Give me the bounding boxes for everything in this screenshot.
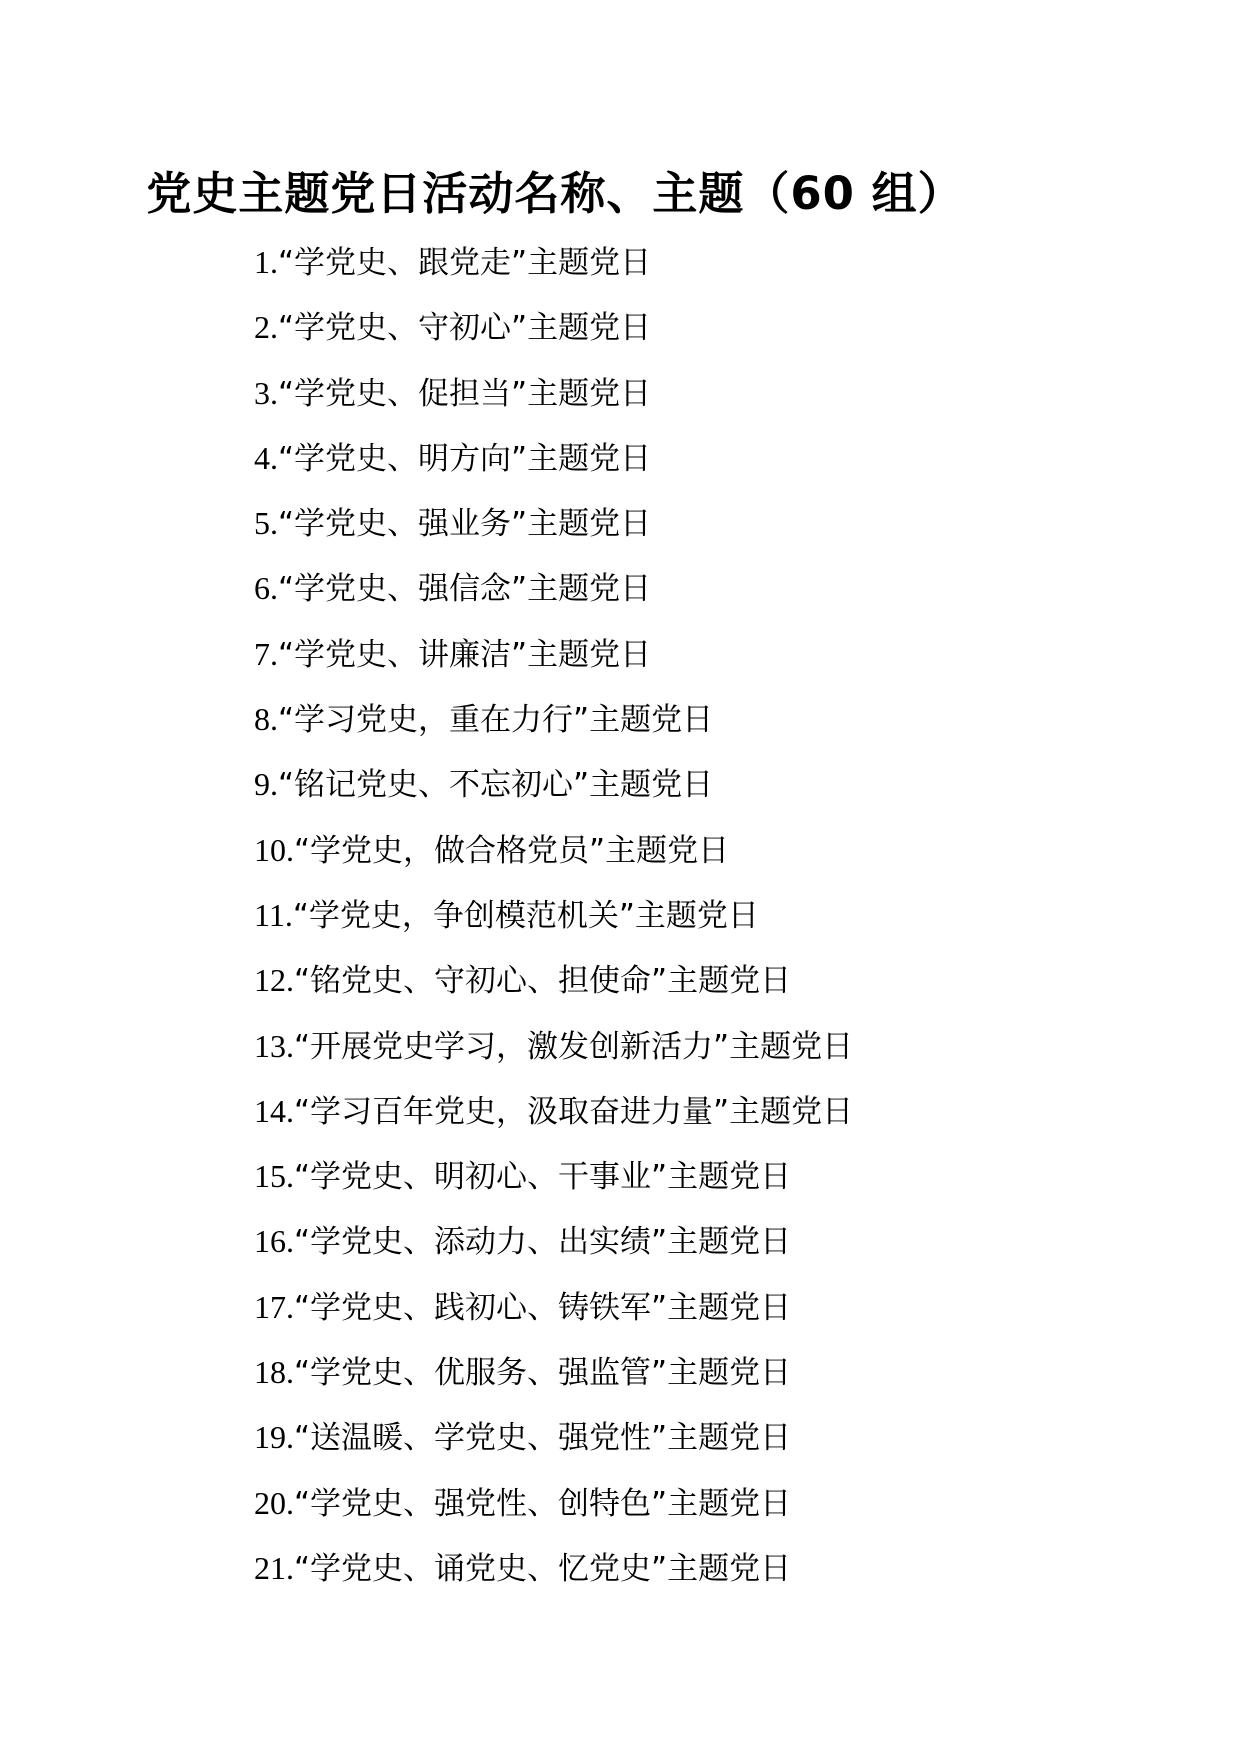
list-item: [254, 1085, 853, 1150]
item-text: “学党史、讲廉洁”主题党日: [278, 636, 652, 673]
document-title: 党史主题党日活动名称、主题（60 组）: [146, 167, 964, 220]
item-number: 5.: [254, 505, 278, 542]
item-number: 12.: [254, 962, 294, 999]
item-number: 13.: [254, 1027, 294, 1064]
item-number: 9.: [254, 766, 278, 803]
theme-list: [254, 236, 853, 1607]
item-number: 7.: [254, 635, 278, 672]
item-number: 2.: [254, 309, 278, 346]
item-text: “学党史，做合格党员”主题党日: [294, 832, 730, 869]
item-number: 11.: [254, 896, 293, 933]
item-text: “学习百年党史，汲取奋进力量”主题党日: [294, 1093, 854, 1130]
item-text: “学习党史，重在力行”主题党日: [278, 702, 714, 739]
item-text: “学党史、诵党史、忆党史”主题党日: [294, 1550, 792, 1587]
item-text: “铭党史、守初心、担使命”主题党日: [294, 963, 792, 1000]
list-item: [254, 758, 853, 823]
list-item: [254, 889, 853, 954]
item-number: 15.: [254, 1158, 294, 1195]
list-item: [254, 432, 853, 497]
item-number: 1.: [254, 244, 278, 280]
item-text: “学党史、明初心、干事业”主题党日: [294, 1159, 792, 1196]
item-number: 19.: [254, 1419, 294, 1456]
list-item: [254, 562, 853, 627]
list-item: [254, 497, 853, 562]
item-text: “学党史、促担当”主题党日: [278, 375, 652, 412]
list-item: [254, 693, 853, 758]
list-item: [254, 1020, 853, 1085]
item-number: 8.: [254, 701, 278, 738]
item-text: “学党史、跟党走”主题党日: [278, 245, 652, 281]
item-text: “学党史、强党性、创特色”主题党日: [294, 1485, 792, 1522]
item-number: 6.: [254, 570, 278, 607]
list-item: [254, 1281, 853, 1346]
item-text: “学党史、优服务、强监管”主题党日: [294, 1355, 792, 1392]
list-item: [254, 367, 853, 432]
item-number: 18.: [254, 1354, 294, 1391]
item-text: “学党史、强业务”主题党日: [278, 506, 652, 543]
list-item: [254, 236, 853, 301]
item-text: “学党史，争创模范机关”主题党日: [292, 897, 759, 934]
list-item: [254, 1411, 853, 1476]
list-item: [254, 1215, 853, 1280]
item-number: 4.: [254, 439, 278, 476]
list-item: [254, 1346, 853, 1411]
item-text: “学党史、践初心、铸铁军”主题党日: [294, 1289, 792, 1326]
list-item: [254, 954, 853, 1019]
list-item: [254, 824, 853, 889]
item-number: 17.: [254, 1288, 294, 1325]
list-item: [254, 628, 853, 693]
item-text: “学党史、明方向”主题党日: [278, 440, 652, 477]
item-number: 16.: [254, 1223, 294, 1260]
item-text: “学党史、强信念”主题党日: [278, 571, 652, 608]
item-number: 3.: [254, 374, 278, 411]
item-text: “学党史、添动力、出实绩”主题党日: [294, 1224, 792, 1261]
item-number: 20.: [254, 1484, 294, 1521]
item-text: “学党史、守初心”主题党日: [278, 310, 652, 347]
item-number: 14.: [254, 1092, 294, 1129]
item-text: “开展党史学习，激发创新活力”主题党日: [294, 1028, 854, 1065]
list-item: [254, 301, 853, 366]
list-item: [254, 1150, 853, 1215]
item-text: “送温暖、学党史、强党性”主题党日: [294, 1420, 792, 1457]
item-text: “铭记党史、不忘初心”主题党日: [278, 767, 714, 804]
list-item: [254, 1477, 853, 1542]
item-number: 10.: [254, 831, 294, 868]
list-item: [254, 1542, 853, 1607]
item-number: 21.: [254, 1549, 294, 1586]
